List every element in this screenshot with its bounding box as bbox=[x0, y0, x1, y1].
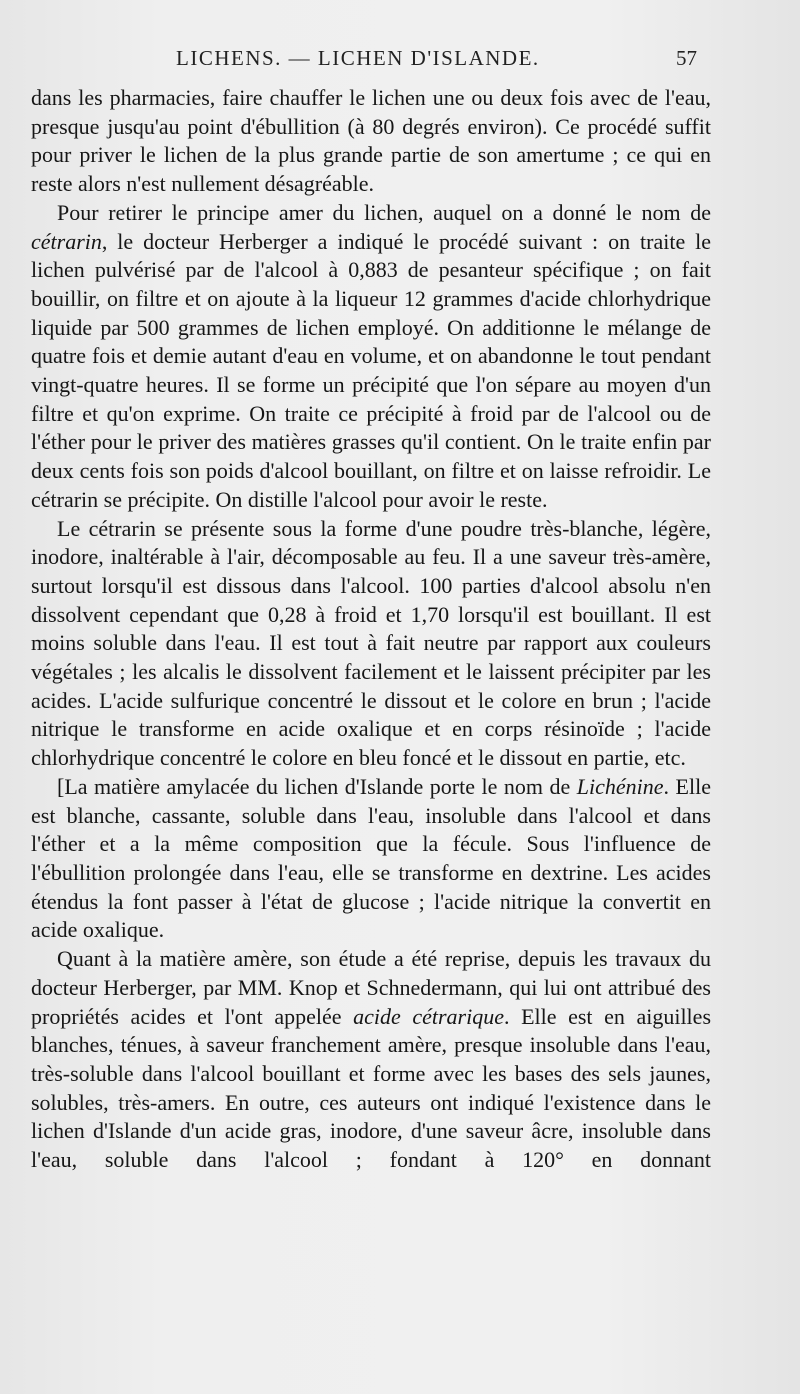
page-number: 57 bbox=[676, 46, 697, 70]
paragraph-text: [La matière amylacée du lichen d'Islande porte le nom de bbox=[57, 773, 577, 799]
paragraph-text: , le docteur Herberger a indiqué le procédé suivant : on traite le lichen pulvérisé par de l'alcool à 0,883 de pesanteur spécifique ; on fait bouillir, on filtre et on ajoute à la liqueur 12 grammes d'acide chlorhydrique liquide par 500 grammes de lichen employé. On additionne le mélange de quatre fois et demie autant d'eau en volume, et on abandonne le tout pendant vingt-quatre heures. Il se forme un précipité que l'on sépare au moyen d'un filtre et qu'on exprime. On traite ce précipité à froid par de l'alcool ou de l'éther pour le priver des matières grasses qu'il contient. On le traite enfin par deux cents fois son poids d'alcool bouillant, on filtre et on laisse refroidir. Le cétrarin se précipite. On distille l'alcool pour avoir le reste. bbox=[31, 228, 711, 512]
paragraph-acide-cetrarique bbox=[31, 945, 711, 1175]
body-text bbox=[31, 84, 711, 1175]
paragraph-cetrarin-extraction bbox=[31, 199, 711, 515]
paragraph-continued bbox=[31, 84, 711, 199]
paragraph-text: Quant à la matière amère, son étude a été reprise, depuis les travaux du docteur Herberger, par MM. Knop et Schnedermann, qui lui ont attribué des propriétés acides et l'ont appelée bbox=[31, 946, 711, 1029]
italic-term: cétrarin bbox=[31, 228, 102, 254]
paragraph-text: . Elle est en aiguilles blanches, ténues, à saveur franchement amère, presque insoluble dans l'eau, très-soluble dans l'alcool bouillant et forme avec les bases des sels jaunes, solubles, très-amers. En outre, ces auteurs ont indiqué l'existence dans le lichen d'Islande d'un acide gras, inodore, d'une saveur âcre, insoluble dans l'eau, soluble dans l'alcool ; fondant à 120° en donnant bbox=[31, 1003, 711, 1173]
italic-term: acide cétrarique bbox=[353, 1003, 504, 1029]
paragraph-text: Le cétrarin se présente sous la forme d'une poudre très-blanche, légère, inodore, inaltérable à l'air, décomposable au feu. Il a une saveur très-amère, surtout lorsqu'il est dissous dans l'alcool. 100 parties d'alcool absolu n'en dissolvent cependant que 0,28 à froid et 1,70 lorsqu'il est bouillant. Il est moins soluble dans l'eau. Il est tout à fait neutre par rapport aux couleurs végétales ; les alcalis le dissolvent facilement et le laissent précipiter par les acides. L'acide sulfurique concentré le dissout et le colore en brun ; l'acide nitrique le transforme en acide oxalique et en corps résinoïde ; l'acide chlorhydrique concentré le colore en bleu foncé et le dissout en partie, etc. bbox=[31, 515, 711, 771]
paragraph-text: Pour retirer le principe amer du lichen, auquel on a donné le nom de bbox=[57, 199, 711, 225]
paragraph-text: dans les pharmacies, faire chauffer le lichen une ou deux fois avec de l'eau, presque jusqu'au point d'ébullition (à 80 degrés environ). Ce procédé suffit pour priver le lichen de la plus grande partie de son amertume ; ce qui en reste alors n'est nullement désagréable. bbox=[31, 85, 711, 197]
paragraph-text: . Elle est blanche, cassante, soluble dans l'eau, insoluble dans l'alcool et dans l'éther et a la même composition que la fécule. Sous l'influence de l'ébullition prolongée dans l'eau, elle se transforme en dextrine. Les acides étendus la font passer à l'état de glucose ; l'acide nitrique la convertit en acide oxalique. bbox=[31, 773, 711, 943]
paragraph-lichenine bbox=[31, 773, 711, 945]
paragraph-cetrarin-properties bbox=[31, 515, 711, 773]
italic-term: Lichénine bbox=[576, 773, 664, 799]
running-head bbox=[0, 46, 800, 80]
running-title: LICHENS. — LICHEN D'ISLANDE. bbox=[176, 46, 540, 70]
